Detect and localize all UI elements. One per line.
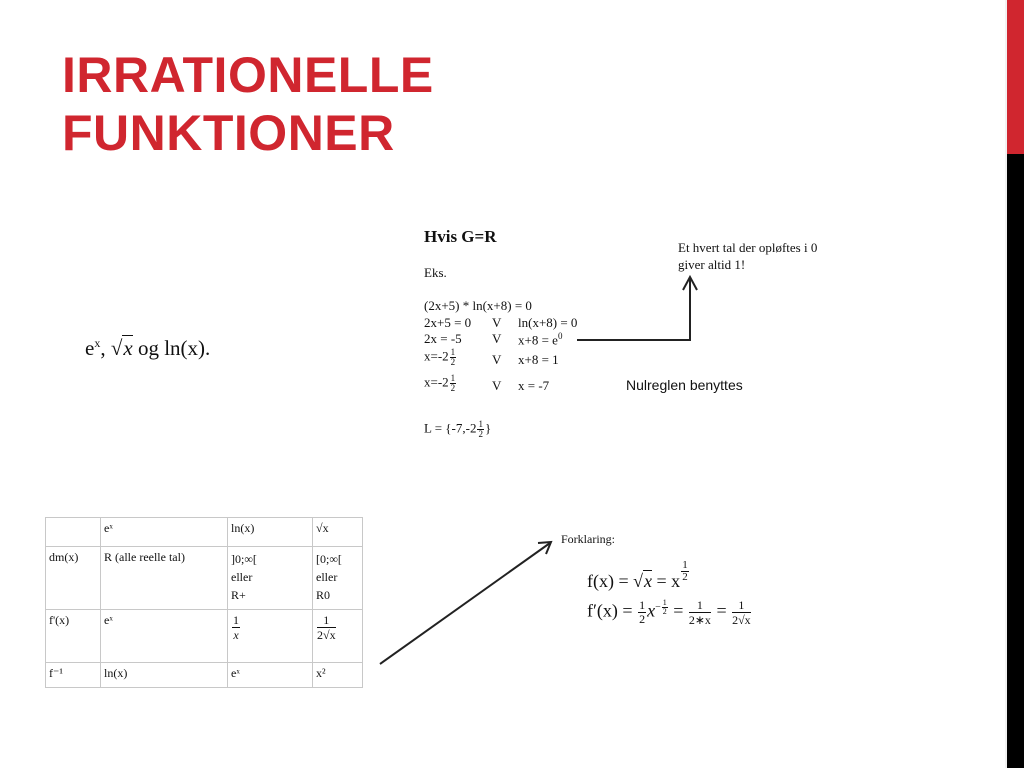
- table-cell: eˣ: [101, 610, 228, 663]
- table-cell: eˣ: [101, 518, 228, 547]
- table-cell: [0;∞[ eller R0: [313, 547, 363, 610]
- table-row: [46, 518, 363, 547]
- right-line-1: ln(x+8) = 0: [518, 315, 578, 330]
- example-line-3: 2x = -5: [424, 331, 462, 346]
- example-line-1: (2x+5) * ln(x+8) = 0: [424, 298, 532, 313]
- table-cell: $\frac{1}{x}$: [228, 610, 313, 663]
- table-cell: R (alle reelle tal): [101, 547, 228, 610]
- title-line-1: IRRATIONELLE: [62, 47, 434, 103]
- table-cell: [46, 518, 101, 547]
- or-symbol-3: V: [492, 352, 502, 367]
- example-eks: Eks.: [424, 265, 447, 280]
- note-line-2: giver altid 1!: [678, 257, 746, 272]
- table-cell: ln(x): [228, 518, 313, 547]
- example-line-4: x=-2 $\frac{1}{2}$: [424, 347, 456, 367]
- nulreglen-label: Nulreglen benyttes: [626, 377, 743, 393]
- note-arrow: [577, 279, 690, 340]
- solution-set: L = {-7,-2 $\frac{1}{2}$ }: [424, 419, 492, 439]
- intro-ln-text: og ln(x).: [132, 336, 211, 360]
- intro-e-exponent: x: [94, 336, 101, 350]
- explanation-line-1: f(x) = √x = x $\frac{1}{2}$: [587, 559, 688, 591]
- intro-comma: ,: [100, 336, 111, 360]
- example-line-2: 2x+5 = 0: [424, 315, 472, 330]
- right-line-4: x = -7: [518, 378, 550, 393]
- explanation-title: Forklaring:: [561, 532, 615, 546]
- intro-sqrt-arg: x: [123, 336, 133, 360]
- table-cell: $\frac{1}{2√x}$: [313, 610, 363, 663]
- example-line-5: x=-2 $\frac{1}{2}$: [424, 373, 456, 393]
- table-row: [46, 663, 363, 688]
- note-line-1: Et hvert tal der opløftes i 0: [678, 240, 818, 255]
- table-cell: ln(x): [101, 663, 228, 688]
- right-line-3: x+8 = 1: [518, 352, 559, 367]
- table-cell: √x: [313, 518, 363, 547]
- example-heading: Hvis G=R: [424, 227, 497, 246]
- explanation-arrow: [380, 543, 550, 664]
- right-line-2: $x+8 = e^0$: [518, 331, 563, 348]
- or-symbol-2: V: [492, 331, 502, 346]
- function-table: [45, 517, 363, 688]
- intro-sqrt-symbol: √: [110, 336, 123, 360]
- or-symbol-4: V: [492, 378, 502, 393]
- table-cell: ]0;∞[ eller R+: [228, 547, 313, 610]
- table-row: [46, 547, 363, 610]
- table-cell: x²: [313, 663, 363, 688]
- table-cell: dm(x): [46, 547, 101, 610]
- table-cell: f'(x): [46, 610, 101, 663]
- or-symbol-1: V: [492, 315, 502, 330]
- table-cell: f⁻¹: [46, 663, 101, 688]
- intro-e: e: [85, 336, 95, 360]
- table-row: [46, 610, 363, 663]
- table-cell: eˣ: [228, 663, 313, 688]
- explanation-line-2: f′(x) = $\frac{1}{2}$ $x^{- \frac{1}{2}}$ = $\frac{1}{2∗x}$ = $\frac{1}{2√x}$: [587, 597, 751, 627]
- title-line-2: FUNKTIONER: [62, 105, 395, 161]
